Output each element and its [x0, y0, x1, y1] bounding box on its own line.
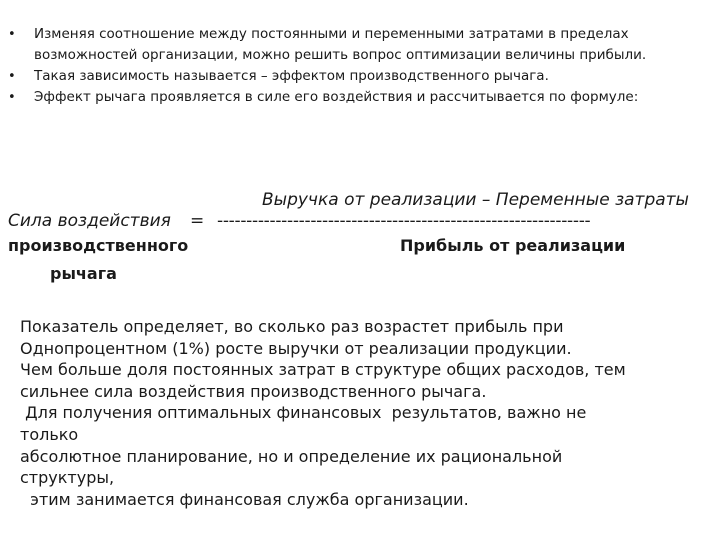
paragraph-line: Однопроцентном (1%) росте выручки от реализации продукции.	[20, 338, 572, 358]
paragraph-line: сильнее сила воздействия производственного рычага.	[20, 381, 487, 401]
bullet-text: Эффект рычага проявляется в силе его воздействия и рассчитывается по формуле:	[34, 89, 639, 105]
paragraph-line: структуры,	[20, 468, 115, 488]
bullet-text: Такая зависимость называется – эффектом производственного рычага.	[34, 68, 549, 84]
formula-lhs-line1: Сила воздействия	[8, 211, 171, 231]
bullet-marker: •	[8, 27, 16, 42]
bullet-text: Изменяя соотношение между постоянными и переменными затратами в пределах возможностей организации, можно решить вопрос оптимизации величины прибыли.	[34, 26, 647, 63]
bullet-marker: •	[8, 90, 16, 105]
bullet-marker: •	[8, 69, 16, 84]
formula-lhs-line3: рычага	[50, 264, 117, 283]
paragraph-line: этим занимается финансовая служба организации.	[20, 489, 469, 509]
explanation-paragraph	[20, 316, 710, 510]
formula-denominator: Прибыль от реализации	[400, 236, 626, 255]
paragraph-line: только	[20, 424, 79, 444]
formula-lhs-line2: производственного	[8, 236, 189, 255]
formula-equals-sign: =	[190, 211, 205, 231]
paragraph-line: Для получения оптимальных финансовых результатов, важно не	[20, 403, 587, 423]
formula-fraction-line: ----------------------------------------------------------------	[217, 211, 591, 231]
paragraph-line: Показатель определяет, во сколько раз возрастет прибыль при	[20, 317, 564, 336]
paragraph-line: абсолютное планирование, но и определение их рациональной	[20, 446, 563, 466]
paragraph-line: Чем больше доля постоянных затрат в структуре общих расходов, тем	[20, 360, 626, 380]
formula-numerator: Выручка от реализации – Переменные затраты	[262, 190, 689, 210]
